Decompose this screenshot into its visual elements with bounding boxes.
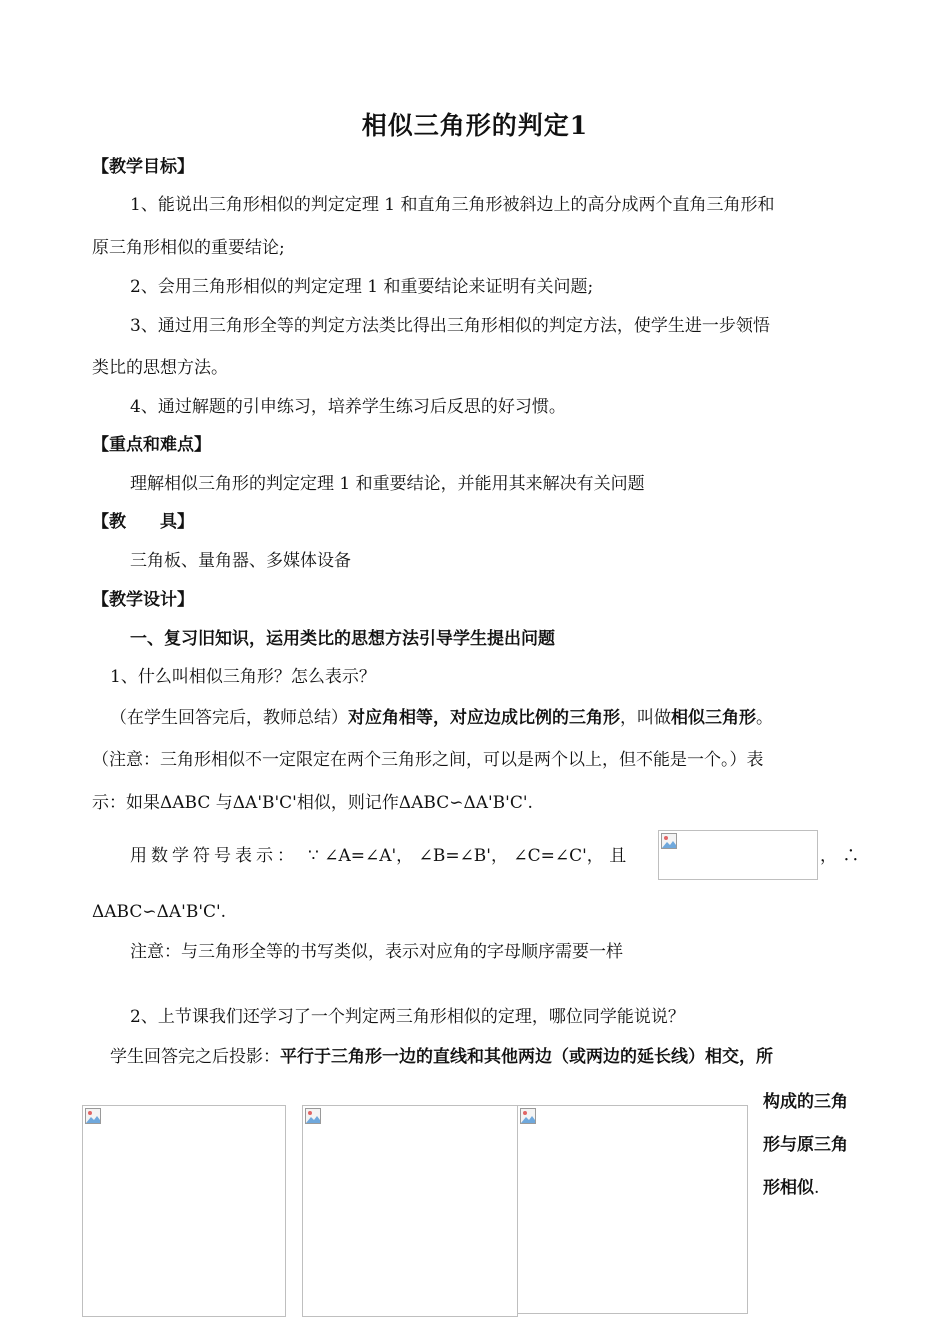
objective-1-line-2: 原三角形相似的重要结论; [92,238,285,258]
key-points-heading: 【重点和难点】 [92,435,211,455]
objective-4: 4、通过解题的引申练习，培养学生练习后反思的好习惯。 [130,397,566,417]
question-1-answer [110,706,773,730]
design-heading: 【教学设计】 [92,590,194,610]
broken-image-icon [85,1108,101,1124]
question-2: 2、上节课我们还学习了一个判定两三角形相似的定理，哪位同学能说说？ [130,1007,685,1027]
question-2-answer-line-3: 形与原三角 [763,1135,848,1155]
q2-answer-intro: 学生回答完之后投影： [110,1047,280,1067]
answer-intro: （在学生回答完后，教师总结） [110,708,348,728]
figure-3-image [517,1105,748,1314]
answer-end: 。 [756,708,773,728]
note-2: 注意：与三角形全等的书写类似，表示对应角的字母顺序需要一样 [130,942,623,962]
q2-answer-end: . [814,1178,820,1198]
objective-3-line-2: 类比的思想方法。 [92,358,228,378]
broken-image-icon [305,1108,321,1124]
symbol-angles: ∵ ∠A=∠A'， ∠B=∠B'， ∠C=∠C'， 且 [308,846,627,866]
page-title: 相似三角形的判定1 [361,111,589,140]
figure-2-image [302,1105,518,1317]
broken-image-icon [520,1108,536,1124]
symbol-prefix: 用数学符号表示： [130,846,298,866]
key-points-text: 理解相似三角形的判定定理 1 和重要结论，并能用其来解决有关问题 [130,474,645,494]
ratio-formula-image [658,830,818,880]
question-1: 1、什么叫相似三角形？怎么表示？ [110,667,376,687]
answer-definition: 对应角相等，对应边成比例的三角形 [348,708,620,728]
objective-1-line-1: 1、能说出三角形相似的判定定理 1 和直角三角形被斜边上的高分成两个直角三角形和 [130,195,775,215]
section-1-heading: 一、复习旧知识，运用类比的思想方法引导学生提出问题 [130,629,555,649]
tools-heading: 【教 具】 [92,512,194,532]
q2-answer-theorem: 平行于三角形一边的直线和其他两边（或两边的延长线）相交，所 [280,1047,773,1067]
broken-image-icon [661,833,677,849]
objective-3-line-1: 3、通过用三角形全等的判定方法类比得出三角形相似的判定方法，使学生进一步领悟 [130,316,770,336]
symbol-result: ΔABC∽ΔA'B'C'. [92,902,227,922]
question-2-answer-line-4 [763,1176,819,1200]
note-line-2: 示：如果ΔABC 与ΔA'B'C'相似，则记作ΔABC∽ΔA'B'C'. [92,793,533,813]
symbol-therefore: ， ∴ [820,846,860,866]
q2-answer-tail: 形相似 [763,1178,814,1198]
tools-text: 三角板、量角器、多媒体设备 [130,551,351,571]
note-line-1: （注意：三角形相似不一定限定在两个三角形之间，可以是两个以上，但不能是一个。）表 [92,750,764,770]
objectives-heading: 【教学目标】 [92,157,194,177]
objective-2: 2、会用三角形相似的判定定理 1 和重要结论来证明有关问题; [130,277,594,297]
answer-connector: ，叫做 [620,708,671,728]
answer-term: 相似三角形 [671,708,756,728]
figure-1-image [82,1105,286,1317]
question-2-answer-line-2: 构成的三角 [763,1092,848,1112]
question-2-answer-line-1 [110,1045,773,1069]
